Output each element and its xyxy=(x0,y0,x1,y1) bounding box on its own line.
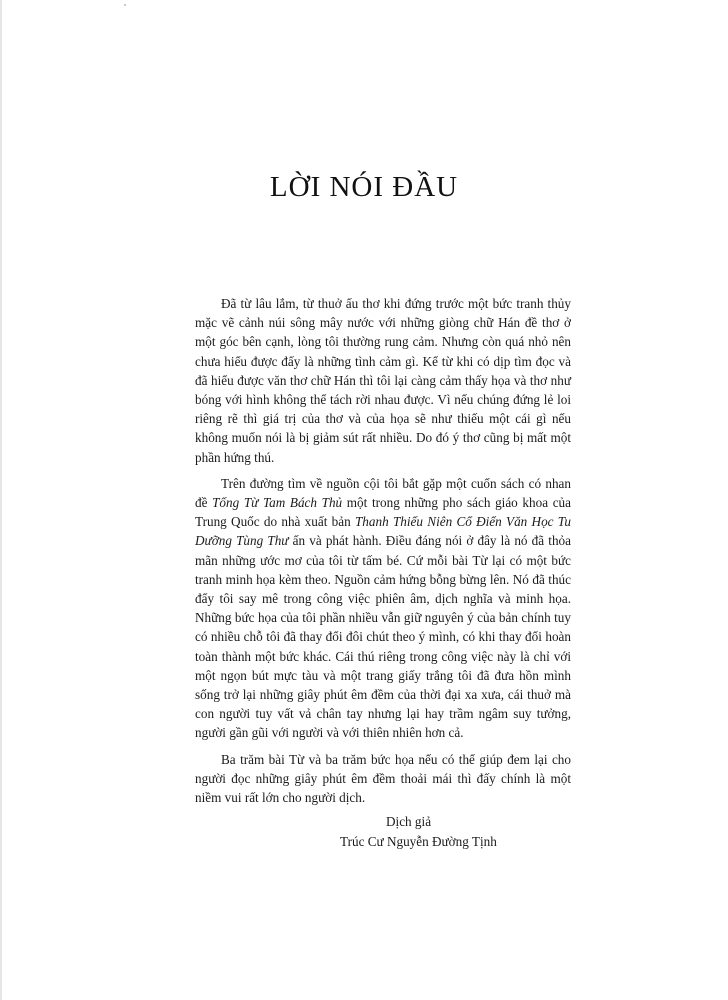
book-title-tong-tu: Tống Từ Tam Bách Thủ xyxy=(212,495,343,511)
paragraph-3: Ba trăm bài Từ và ba trăm bức họa nếu có thể giúp đem lại cho người đọc những giây phút êm đềm thoải mái thì đấy chính là một niềm vui rất lớn cho người dịch. xyxy=(195,751,571,806)
scan-edge xyxy=(0,0,2,1000)
signature-role: Dịch giả xyxy=(386,814,432,829)
paragraph-2-part-b: một trong những pho sách giáo khoa của Trung Quốc do nhà xuất bản xyxy=(195,495,571,530)
paragraph-2-part-c: ấn và phát hành. Điều đáng nói ở đây là nó đã thỏa mãn những ước mơ của tôi từ tấm bé. Cứ mỗi bài Từ lại có một bức tranh minh họa kèm theo. Nguồn cảm hứng bỗng bừng lên. Nó đã thúc đẩy tôi say mê trong công việc phiên âm, dịch nghĩa và minh họa. Những bức họa của tôi phần nhiều vẫn giữ nguyên ý của bản chính tuy có nhiều chỗ tôi đã thay đổi đôi chút theo ý mình, có khi thay đổi hoàn toàn thành một bức khác. Cái thú riêng trong công việc này là chỉ với một ngọn bút mực tàu và một trang giấy trắng tôi đã đưa hồn mình sống trở lại những giây phút êm đềm của thời đại xa xưa, cái thuở mà con người tuy vất vả chân tay nhưng lại hay trầm ngâm suy tưởng, người gần gũi với người và với thiên nhiên hơn cả. xyxy=(195,533,571,741)
paragraph-2-part-a: Trên đường tìm về nguồn cội tôi bắt gặp một cuốn sách có nhan đề xyxy=(195,475,571,511)
body-text xyxy=(195,294,571,807)
paragraph-2 xyxy=(195,474,571,743)
signature-block xyxy=(340,812,497,852)
page-title: LỜI NÓI ĐẦU xyxy=(269,171,459,203)
paragraph-1: Đã từ lâu lắm, từ thuở ấu thơ khi đứng trước một bức tranh thủy mặc vẽ cảnh núi sông mây nước với những giòng chữ Hán đề thơ ở một góc bên cạnh, lòng tôi thường rung cảm. Nhưng còn quá nhỏ nên chưa hiểu được đấy là những tình cảm gì. Kể từ khi có dịp tìm đọc và đã hiểu được văn thơ chữ Hán thì tôi lại càng cảm thấy họa và thơ như bóng với hình không thể tách rời nhau được. Vì nếu chúng đứng lẻ loi riêng rẽ thì giá trị của thơ và của họa sẽ như thiếu một cái gì nếu không muốn nói là bị giảm sút rất nhiều. Do đó ý thơ cũng bị mất một phần hứng thú. xyxy=(195,296,571,465)
book-title-publisher: Thanh Thiếu Niên Cổ Điển Văn Học Tu Dưỡng Tùng Thư xyxy=(195,514,571,549)
signature-name: Trúc Cư Nguyễn Đường Tịnh xyxy=(340,834,497,849)
scan-speck xyxy=(124,4,126,6)
